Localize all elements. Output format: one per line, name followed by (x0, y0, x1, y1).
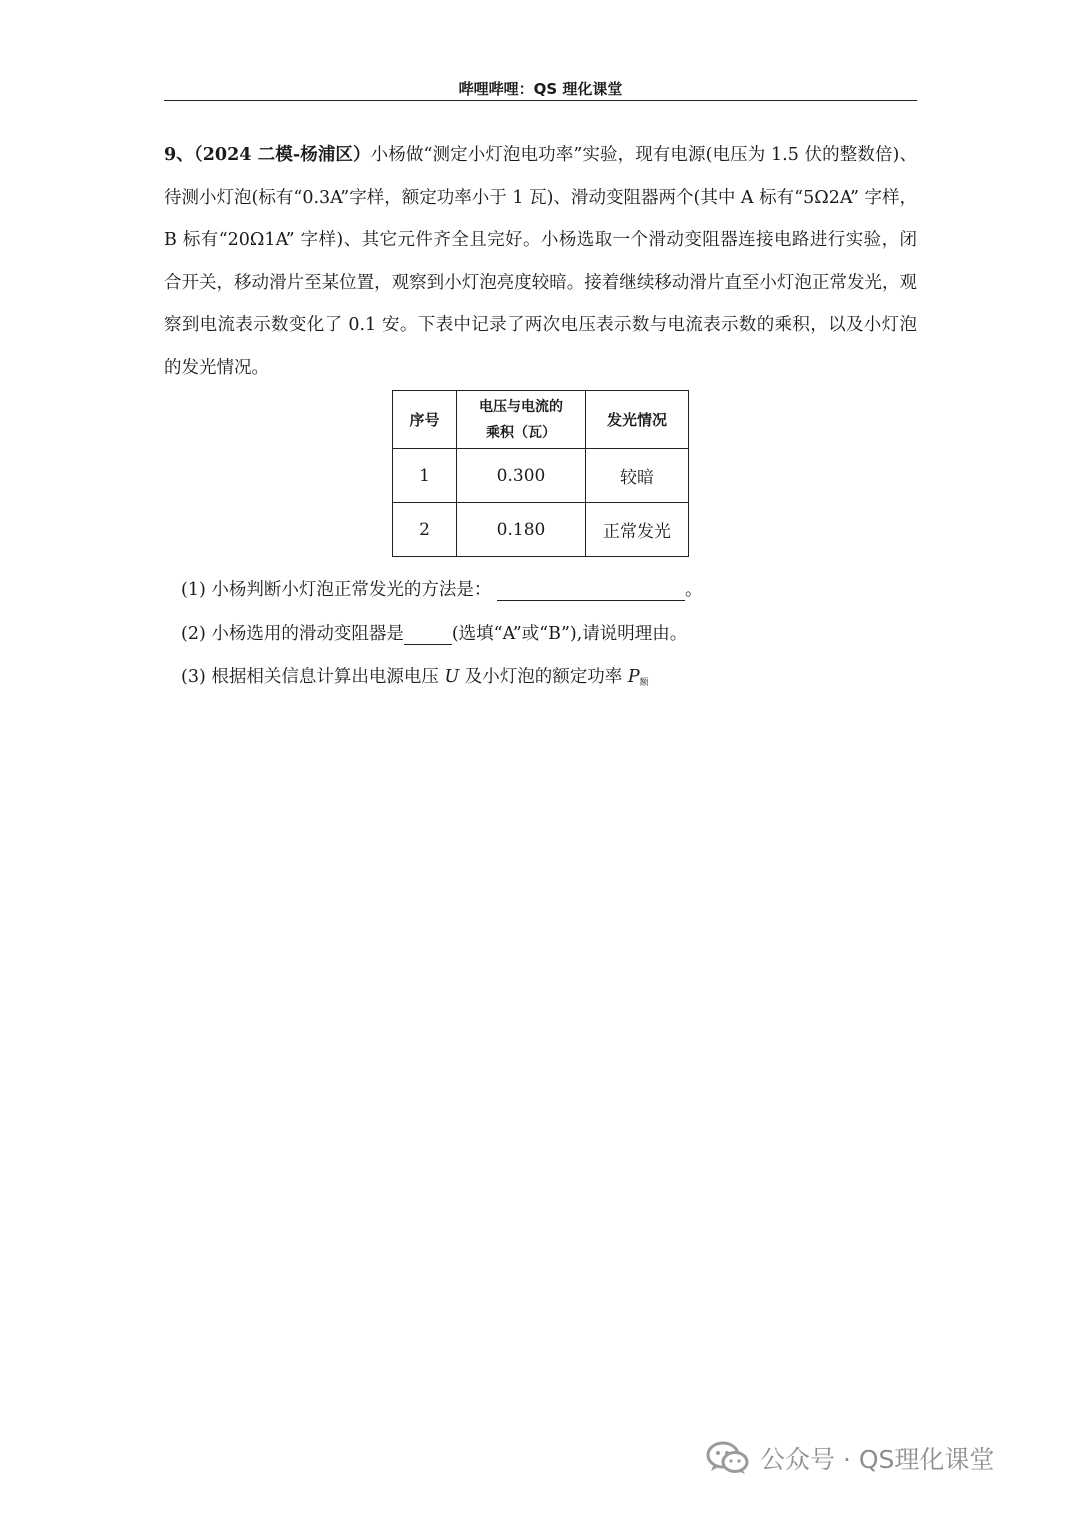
watermark (706, 1432, 994, 1484)
question-source: （2024 二模-杨浦区） (193, 145, 371, 165)
subquestion-2-label: (2) 小杨选用的滑动变阻器是 (181, 624, 404, 644)
table-header-index: 序号 (393, 391, 457, 449)
subquestion-2-rest: (选填“A”或“B”),请说明理由。 (451, 624, 688, 644)
subquestion-1-label: (1) 小杨判断小灯泡正常发光的方法是： (181, 580, 492, 600)
question-9 (164, 134, 917, 389)
table-cell-product: 0.300 (457, 449, 586, 503)
table-header-light: 发光情况 (586, 391, 689, 449)
subquestion-1 (181, 576, 702, 601)
table-header-product-line2: 乘积（瓦） (486, 424, 556, 441)
subquestion-3-label: (3) 根据相关信息计算出电源电压 (181, 667, 439, 687)
table-row (393, 449, 689, 503)
data-table (392, 390, 689, 557)
table-cell-product: 0.180 (457, 503, 586, 557)
subquestion-3 (181, 663, 649, 688)
table-header-product (457, 391, 586, 449)
header-rule (164, 100, 917, 101)
table-cell-index: 1 (393, 449, 457, 503)
subquestion-2 (181, 620, 687, 645)
answer-blank-2[interactable] (404, 624, 452, 645)
table-header-row (393, 391, 689, 449)
table-header-product-line1: 电压与电流的 (479, 398, 563, 415)
table-cell-light: 正常发光 (586, 503, 689, 557)
table-cell-index: 2 (393, 503, 457, 557)
answer-blank-1[interactable] (497, 580, 685, 601)
wechat-icon (706, 1440, 750, 1476)
variable-u: U (444, 667, 460, 687)
variable-p: P (627, 667, 640, 687)
table-cell-light: 较暗 (586, 449, 689, 503)
watermark-text: 公众号 · QS理化课堂 (760, 1445, 995, 1474)
question-number: 9、 (164, 145, 194, 165)
page-header: 哔哩哔哩：QS 理化课堂 (458, 80, 623, 98)
subquestion-3-mid: 及小灯泡的额定功率 (464, 667, 623, 687)
variable-p-subscript: 额 (639, 678, 649, 688)
table-row (393, 503, 689, 557)
question-body: 小杨做“测定小灯泡电功率”实验，现有电源(电压为 1.5 伏的整数倍)、待测小灯泡(标有“0.3A”字样，额定功率小于 1 瓦)、滑动变阻器两个(其中 A 标有“5Ω2A” 字样， B 标有“20Ω1A” 字样)、其它元件齐全且完好。小杨选取一个滑动变阻器连接电路进行实验，闭合开关，移动滑片至某位置，观察到小灯泡亮度较暗。接着继续移动滑片直至小灯泡正常发光，观察到电流表示数变化了 0.1 安。下表中记录了两次电压表示数与电流表示数的乘积，以及小灯泡的发光情况。 (164, 145, 917, 378)
subquestion-1-end: 。 (684, 580, 703, 600)
